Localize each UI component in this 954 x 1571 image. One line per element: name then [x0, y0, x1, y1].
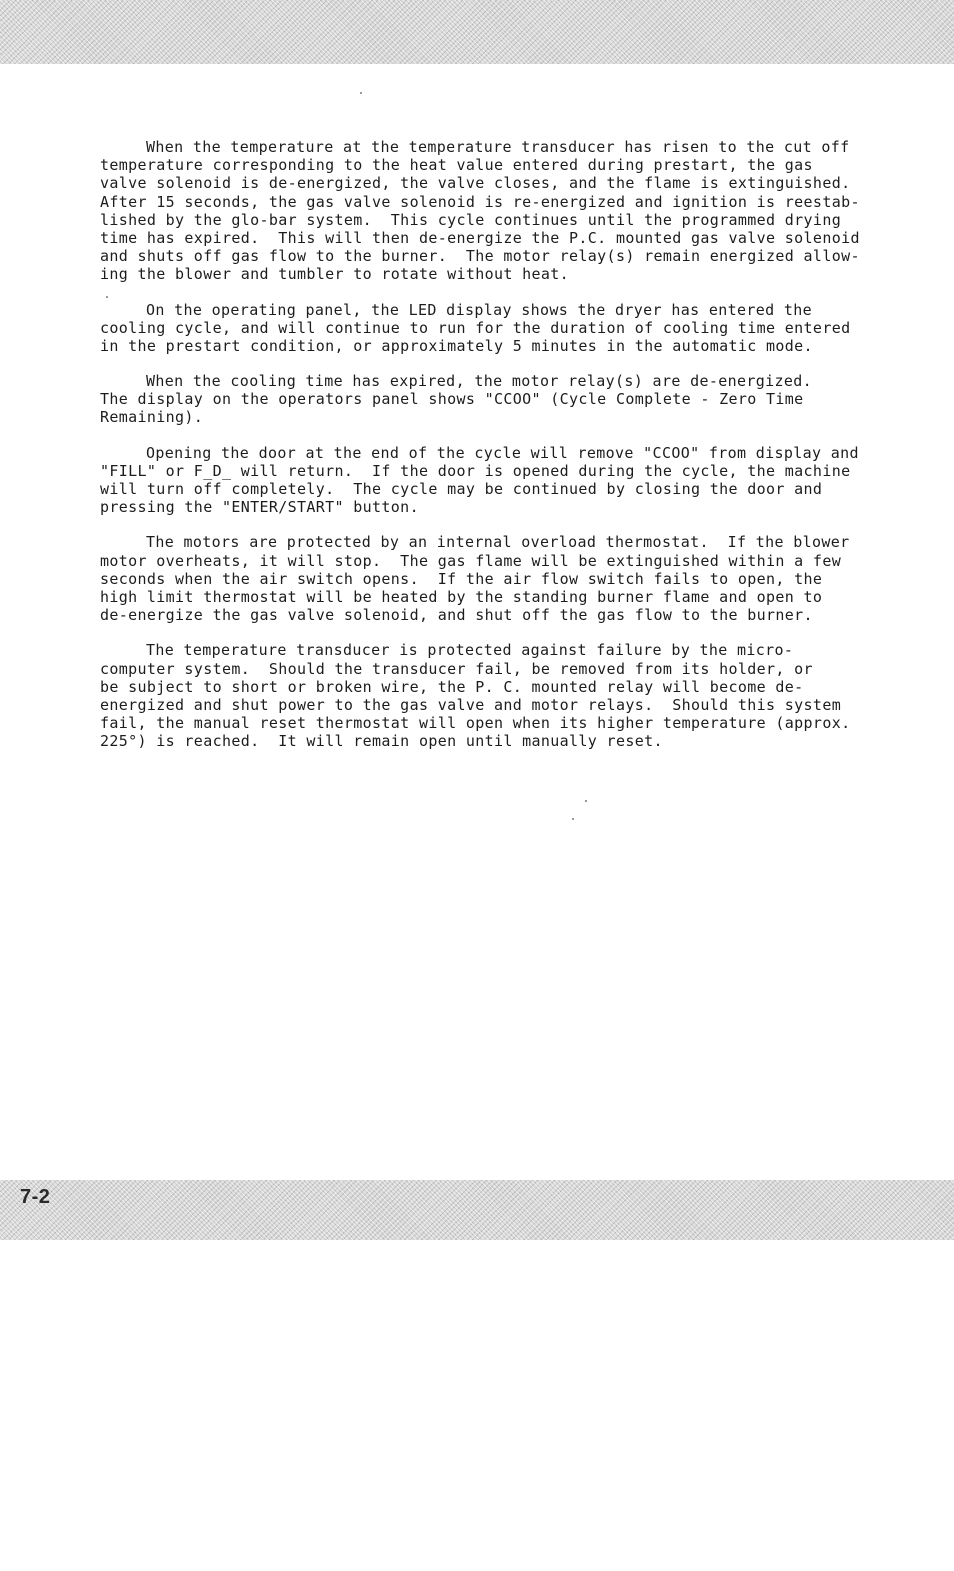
text-line: valve solenoid is de-energized, the valve closes, and the flame is extinguished. — [100, 174, 851, 193]
text-line: After 15 seconds, the gas valve solenoid is re-energized and ignition is reestab- — [100, 192, 860, 211]
page-number: 7-2 — [20, 1186, 51, 1208]
text-line: computer system. Should the transducer fail, be removed from its holder, or — [100, 659, 813, 678]
text-line: in the prestart condition, or approximately 5 minutes in the automatic mode. — [100, 336, 813, 355]
text-line: high limit thermostat will be heated by the standing burner flame and open to — [100, 587, 823, 606]
text-line: will turn off completely. The cycle may be continued by closing the door and — [100, 480, 823, 498]
text-line: cooling cycle, and will continue to run for the duration of cooling time entered — [100, 318, 851, 337]
scan-band-bottom — [0, 1180, 954, 1240]
text-line: and shuts off gas flow to the burner. The motor relay(s) remain energized allow- — [100, 247, 860, 266]
scan-band-top — [0, 0, 954, 64]
scan-speck — [360, 92, 362, 94]
text-line: time has expired. This will then de-energize the P.C. mounted gas valve solenoid — [100, 228, 860, 247]
paragraph-transducer-protection — [100, 641, 860, 750]
paragraph-heating-cycle — [100, 138, 860, 284]
text-line: energized and shut power to the gas valve and motor relays. Should this system — [100, 695, 842, 714]
text-line: When the temperature at the temperature transducer has risen to the cut off — [146, 138, 850, 156]
paragraph-cycle-complete — [100, 372, 860, 427]
text-line: de-energize the gas valve solenoid, and shut off the gas flow to the burner. — [100, 606, 813, 625]
scan-speck — [572, 818, 574, 820]
text-line: fail, the manual reset thermostat will open when its higher temperature (approx. — [100, 714, 851, 733]
text-line: be subject to short or broken wire, the P. C. mounted relay will become de- — [100, 677, 804, 696]
text-line: When the cooling time has expired, the motor relay(s) are de-energized. — [146, 372, 813, 391]
text-line: On the operating panel, the LED display shows the dryer has entered the — [146, 300, 813, 319]
text-line: 225°) is reached. It will remain open until manually reset. — [100, 732, 663, 751]
text-line: Opening the door at the end of the cycle will remove "CCOO" from display and — [146, 443, 859, 462]
text-line: The temperature transducer is protected against failure by the micro- — [146, 641, 794, 660]
document-body — [100, 138, 860, 767]
text-line: "FILL" or F_D_ will return. If the door is opened during the cycle, the machine — [100, 461, 851, 480]
text-line: The motors are protected by an internal overload thermostat. If the blower — [146, 533, 850, 552]
text-line: The display on the operators panel shows "CCOO" (Cycle Complete - Zero Time — [100, 390, 804, 409]
scan-speck — [585, 800, 587, 802]
text-line: pressing the "ENTER/START" button. — [100, 498, 419, 517]
text-line: seconds when the air switch opens. If the air flow switch fails to open, the — [100, 569, 823, 588]
paragraph-door-opening — [100, 444, 860, 517]
text-line: motor overheats, it will stop. The gas flame will be extinguished within a few — [100, 551, 842, 570]
text-line: lished by the glo-bar system. This cycle continues until the programmed drying — [100, 210, 842, 229]
text-line: temperature corresponding to the heat value entered during prestart, the gas — [100, 156, 813, 175]
text-line: ing the blower and tumbler to rotate without heat. — [100, 265, 570, 284]
paragraph-cooling-cycle — [100, 301, 860, 356]
paragraph-motor-protection — [100, 533, 860, 624]
text-line: Remaining). — [100, 408, 204, 427]
